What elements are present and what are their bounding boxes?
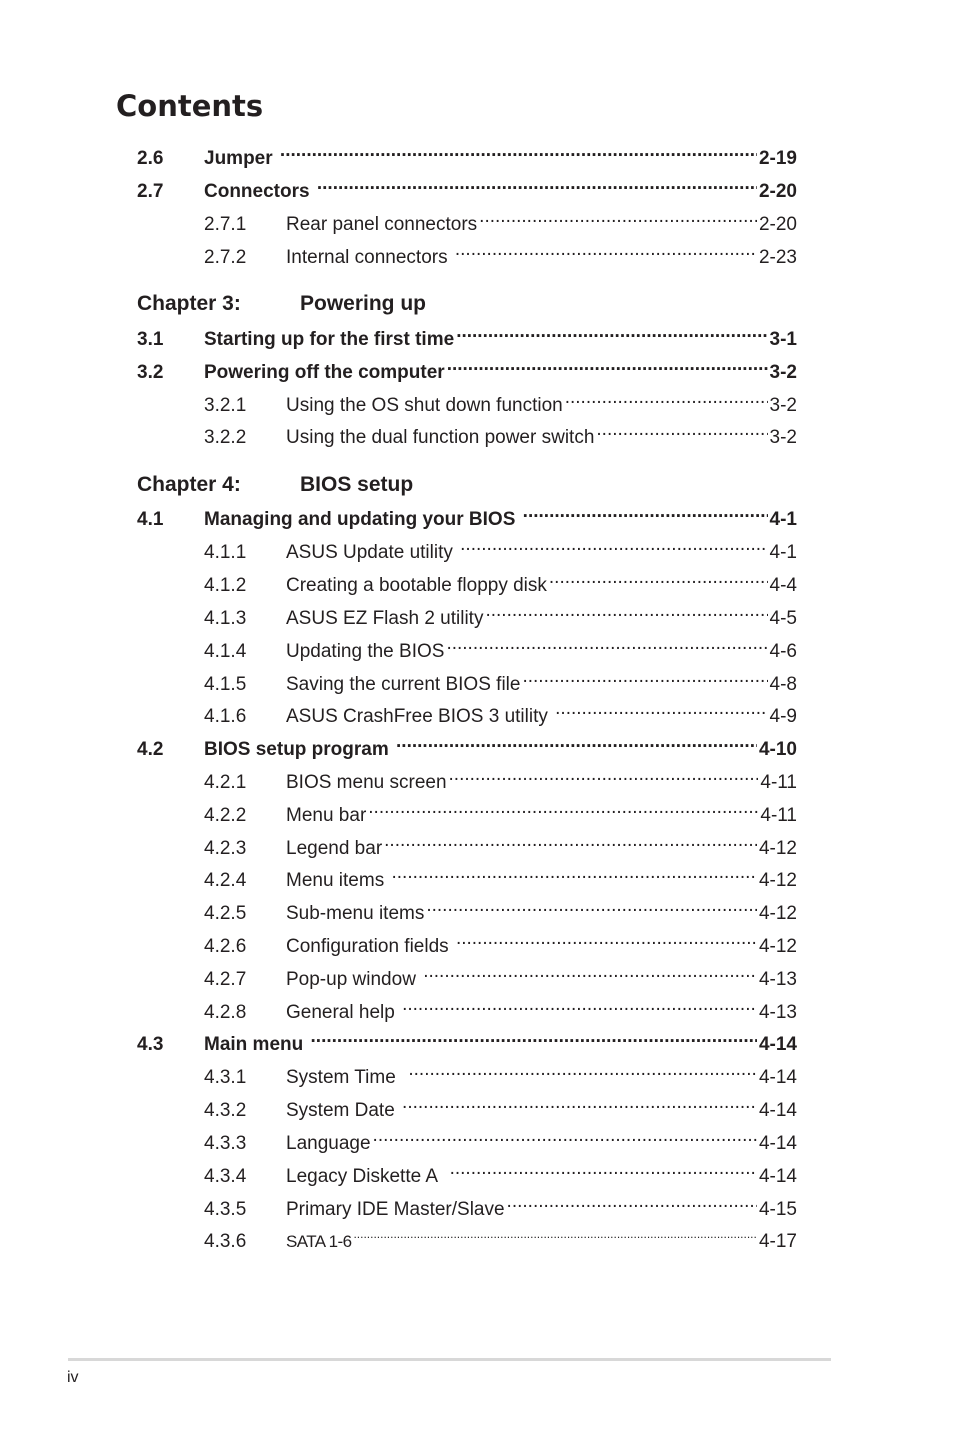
chapter-label: Chapter 4: xyxy=(137,473,241,496)
toc-subsection-entry[interactable] xyxy=(137,932,797,958)
entry-title: Using the OS shut down function xyxy=(286,395,563,416)
entry-number: 4.3.2 xyxy=(204,1100,247,1121)
toc-subsection-entry[interactable] xyxy=(137,998,797,1024)
entry-page-number: 4-14 xyxy=(758,1166,797,1187)
toc-section-entry[interactable] xyxy=(137,177,797,203)
entry-title: Connectors xyxy=(204,181,315,202)
entry-title: Menu bar xyxy=(286,805,367,826)
entry-title: Configuration fields xyxy=(286,936,454,957)
entry-title: Menu items xyxy=(286,870,390,891)
toc-subsection-entry[interactable] xyxy=(137,1129,797,1155)
toc-subsection-entry[interactable] xyxy=(137,702,797,728)
entry-page-number: 4-10 xyxy=(758,739,797,760)
dot-leader xyxy=(456,932,757,952)
entry-title: Legend bar xyxy=(286,838,383,859)
entry-page-number: 4-14 xyxy=(758,1034,797,1055)
entry-page-number: 4-11 xyxy=(760,805,797,826)
entry-number: 4.1.4 xyxy=(204,641,247,662)
toc-section-entry[interactable] xyxy=(137,1030,797,1056)
footer-divider xyxy=(68,1358,831,1361)
entry-title: Creating a bootable floppy disk xyxy=(286,575,547,596)
entry-number: 4.3.5 xyxy=(204,1199,247,1220)
dot-leader xyxy=(565,391,768,411)
entry-page-number: 4-1 xyxy=(769,509,797,530)
entry-number: 4.3.3 xyxy=(204,1133,247,1154)
entry-number: 3.1 xyxy=(137,329,164,350)
toc-subsection-entry[interactable] xyxy=(137,637,797,663)
entry-page-number: 4-6 xyxy=(769,641,797,662)
entry-page-number: 4-1 xyxy=(769,542,797,563)
entry-title: BIOS menu screen xyxy=(286,772,447,793)
toc-subsection-entry[interactable] xyxy=(137,866,797,892)
entry-number: 4.1.2 xyxy=(204,575,247,596)
dot-leader xyxy=(523,505,768,525)
entry-number: 3.2.2 xyxy=(204,427,247,448)
entry-number: 4.1.3 xyxy=(204,608,247,629)
entry-page-number: 4-9 xyxy=(769,706,797,727)
entry-number: 4.2.3 xyxy=(204,838,247,859)
entry-title: Rear panel connectors xyxy=(286,214,478,235)
toc-subsection-entry[interactable] xyxy=(137,965,797,991)
toc-subsection-entry[interactable] xyxy=(137,391,797,417)
dot-leader xyxy=(368,801,758,821)
entry-title: Starting up for the first time xyxy=(204,329,455,350)
entry-title: SATA 1-6 xyxy=(286,1232,352,1251)
toc-section-entry[interactable] xyxy=(137,505,797,531)
dot-leader xyxy=(549,571,768,591)
entry-number: 4.3.4 xyxy=(204,1166,247,1187)
entry-number: 4.1.1 xyxy=(204,542,247,563)
entry-number: 4.3 xyxy=(137,1034,164,1055)
toc-section-entry[interactable] xyxy=(137,358,797,384)
entry-number: 4.2 xyxy=(137,739,164,760)
entry-title: Main menu xyxy=(204,1034,309,1055)
entry-page-number: 3-2 xyxy=(769,395,797,416)
dot-leader xyxy=(402,1096,757,1116)
toc-subsection-entry[interactable] xyxy=(137,571,797,597)
toc-subsection-entry[interactable] xyxy=(137,423,797,449)
dot-leader xyxy=(446,637,767,657)
entry-number: 2.7.2 xyxy=(204,247,247,268)
toc-subsection-entry[interactable] xyxy=(137,1063,797,1089)
dot-leader xyxy=(450,1162,757,1182)
entry-number: 4.2.7 xyxy=(204,969,247,990)
footer-page-number: iv xyxy=(67,1369,79,1386)
entry-title: ASUS EZ Flash 2 utility xyxy=(286,608,484,629)
dot-leader xyxy=(447,358,768,378)
entry-number: 2.7.1 xyxy=(204,214,247,235)
toc-subsection-entry[interactable] xyxy=(137,1096,797,1122)
entry-number: 4.2.2 xyxy=(204,805,247,826)
toc-section-entry[interactable] xyxy=(137,325,797,351)
entry-number: 4.2.5 xyxy=(204,903,247,924)
entry-title: ASUS CrashFree BIOS 3 utility xyxy=(286,706,554,727)
entry-number: 4.1 xyxy=(137,509,164,530)
toc-subsection-entry[interactable] xyxy=(137,899,797,925)
entry-page-number: 4-12 xyxy=(758,870,797,891)
entry-page-number: 4-14 xyxy=(758,1100,797,1121)
entry-title: Legacy Diskette A xyxy=(286,1166,448,1187)
toc-subsection-entry[interactable] xyxy=(137,1227,797,1253)
entry-page-number: 2-23 xyxy=(758,247,797,268)
page-title: Contents xyxy=(116,89,264,123)
toc-subsection-entry[interactable] xyxy=(137,834,797,860)
entry-title: ASUS Update utility xyxy=(286,542,459,563)
entry-number: 4.1.5 xyxy=(204,674,247,695)
entry-page-number: 4-14 xyxy=(758,1133,797,1154)
entry-title: Using the dual function power switch xyxy=(286,427,595,448)
dot-leader xyxy=(396,735,757,755)
entry-number: 4.2.4 xyxy=(204,870,247,891)
entry-title: System Time xyxy=(286,1067,407,1088)
toc-subsection-entry[interactable] xyxy=(137,768,797,794)
entry-title: BIOS setup program xyxy=(204,739,395,760)
dot-leader xyxy=(456,325,767,345)
entry-title: Saving the current BIOS file xyxy=(286,674,521,695)
entry-page-number: 4-11 xyxy=(760,772,797,793)
entry-page-number: 2-19 xyxy=(758,148,797,169)
dot-leader xyxy=(280,144,757,164)
dot-leader xyxy=(426,899,757,919)
dot-leader xyxy=(522,670,767,690)
chapter-heading xyxy=(137,470,413,500)
entry-number: 4.3.6 xyxy=(204,1231,247,1252)
entry-page-number: 4-4 xyxy=(769,575,797,596)
entry-title: Internal connectors xyxy=(286,247,453,268)
entry-number: 2.6 xyxy=(137,148,164,169)
dot-leader xyxy=(317,177,757,197)
entry-page-number: 3-2 xyxy=(769,362,797,383)
entry-title: Updating the BIOS xyxy=(286,641,445,662)
dot-leader xyxy=(555,702,767,722)
entry-page-number: 4-12 xyxy=(758,936,797,957)
dot-leader xyxy=(311,1030,757,1050)
entry-page-number: 4-15 xyxy=(758,1199,797,1220)
toc-subsection-entry[interactable] xyxy=(137,243,797,269)
entry-title: Sub-menu items xyxy=(286,903,425,924)
dot-leader xyxy=(507,1195,757,1215)
chapter-label: Chapter 3: xyxy=(137,292,241,315)
entry-page-number: 3-2 xyxy=(769,427,797,448)
entry-page-number: 4-12 xyxy=(758,838,797,859)
entry-number: 4.2.6 xyxy=(204,936,247,957)
dot-leader xyxy=(373,1129,757,1149)
entry-page-number: 4-5 xyxy=(769,608,797,629)
toc-subsection-entry[interactable] xyxy=(137,538,797,564)
entry-page-number: 4-13 xyxy=(758,969,797,990)
entry-title: Powering off the computer xyxy=(204,362,445,383)
dot-leader xyxy=(353,1227,757,1247)
dot-leader xyxy=(479,210,757,230)
chapter-title: Powering up xyxy=(300,292,426,315)
entry-number: 4.1.6 xyxy=(204,706,247,727)
dot-leader xyxy=(391,866,756,886)
entry-page-number: 4-14 xyxy=(758,1067,797,1088)
entry-number: 4.3.1 xyxy=(204,1067,247,1088)
entry-number: 4.2.1 xyxy=(204,772,247,793)
entry-page-number: 4-8 xyxy=(769,674,797,695)
entry-title: Language xyxy=(286,1133,371,1154)
entry-page-number: 4-12 xyxy=(758,903,797,924)
toc-subsection-entry[interactable] xyxy=(137,1162,797,1188)
entry-number: 2.7 xyxy=(137,181,164,202)
dot-leader xyxy=(384,834,757,854)
toc-section-entry[interactable] xyxy=(137,144,797,170)
toc-subsection-entry[interactable] xyxy=(137,670,797,696)
toc-subsection-entry[interactable] xyxy=(137,801,797,827)
entry-title: Pop-up window xyxy=(286,969,422,990)
entry-page-number: 4-13 xyxy=(758,1002,797,1023)
dot-leader xyxy=(402,998,757,1018)
chapter-heading xyxy=(137,289,426,319)
chapter-title: BIOS setup xyxy=(300,473,414,496)
entry-title: Managing and updating your BIOS xyxy=(204,509,521,530)
entry-number: 3.2.1 xyxy=(204,395,247,416)
dot-leader xyxy=(485,604,767,624)
entry-page-number: 2-20 xyxy=(758,214,797,235)
toc-subsection-entry[interactable] xyxy=(137,210,797,236)
dot-leader xyxy=(455,243,757,263)
entry-title: System Date xyxy=(286,1100,401,1121)
entry-page-number: 4-17 xyxy=(758,1231,797,1252)
entry-number: 3.2 xyxy=(137,362,164,383)
entry-title: Primary IDE Master/Slave xyxy=(286,1199,505,1220)
entry-page-number: 2-20 xyxy=(758,181,797,202)
dot-leader xyxy=(423,965,757,985)
toc-subsection-entry[interactable] xyxy=(137,604,797,630)
entry-page-number: 3-1 xyxy=(769,329,797,350)
entry-number: 4.2.8 xyxy=(204,1002,247,1023)
toc-section-entry[interactable] xyxy=(137,735,797,761)
entry-title: General help xyxy=(286,1002,401,1023)
dot-leader xyxy=(596,423,767,443)
dot-leader xyxy=(460,538,767,558)
dot-leader xyxy=(408,1063,757,1083)
toc-subsection-entry[interactable] xyxy=(137,1195,797,1221)
entry-title: Jumper xyxy=(204,148,278,169)
dot-leader xyxy=(449,768,759,788)
